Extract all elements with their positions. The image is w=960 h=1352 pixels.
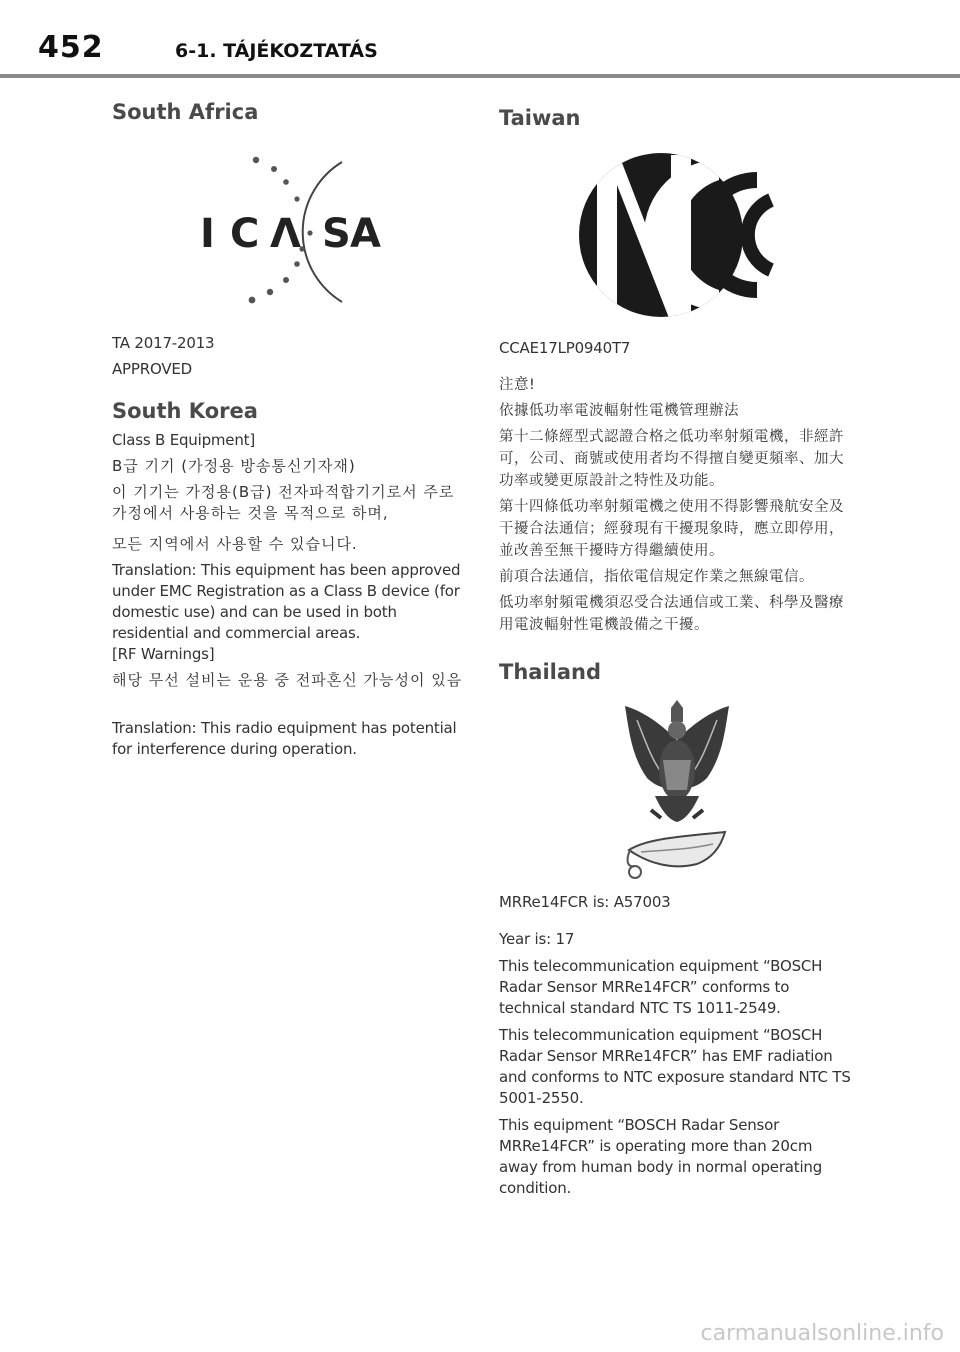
thai-garuda-emblem	[617, 700, 737, 882]
watermark: carmanualsonline.info	[700, 1321, 944, 1346]
taiwan-paragraph: 前項合法通信，指依電信規定作業之無線電信。	[499, 569, 814, 585]
approved-label: APPROVED	[112, 360, 193, 378]
rf-warnings-label: [RF Warnings]	[112, 645, 215, 663]
taiwan-paragraph: 第十二條經型式認證合格之低功率射頻電機，非經許可，公司、商號或使用者均不得擅自變更頻率、加大功率或變更原設計之特性及功能。	[499, 429, 844, 489]
thailand-paragraph: This equipment “BOSCH Radar Sensor MRRe14FCR” is operating more than 20cm away from human body in normal operating condition.	[499, 1116, 823, 1197]
ta-number: TA 2017-2013	[112, 334, 215, 352]
taiwan-heading: Taiwan	[499, 106, 581, 130]
icasa-letter-i: I	[200, 211, 215, 257]
year-line: Year is: 17	[499, 930, 575, 948]
page-number: 452	[38, 30, 104, 65]
taiwan-paragraph: 低功率射頻電機須忍受合法通信或工業、科學及醫療用電波輻射性電機設備之干擾。	[499, 595, 844, 633]
south-africa-heading: South Africa	[112, 100, 259, 124]
icasa-logo	[200, 152, 390, 312]
header-rule	[0, 74, 960, 78]
thailand-heading: Thailand	[499, 660, 601, 684]
thailand-paragraph: This telecommunication equipment “BOSCH Radar Sensor MRRe14FCR” has EMF radiation and conforms to NTC exposure standard NTC TS 5001-2550.	[499, 1026, 851, 1107]
thailand-paragraph: This telecommunication equipment “BOSCH Radar Sensor MRRe14FCR” conforms to technical standard NTC TS 1011-2549.	[499, 957, 823, 1017]
taiwan-notice: 注意!	[499, 377, 536, 393]
icasa-letter-a: A	[350, 211, 381, 257]
mrr-line: MRRe14FCR is: A57003	[499, 893, 671, 911]
icasa-letter-lambda: Λ	[270, 211, 301, 257]
icasa-letter-s: S	[322, 211, 351, 257]
icasa-letter-c: C	[230, 211, 260, 257]
korea-line: 모든 지역에서 사용할 수 있습니다.	[112, 535, 358, 553]
korea-line: 이 기기는 가정용(B급) 전자파적합기기로서 주로 가정에서 사용하는 것을 목적으로 하며,	[112, 483, 455, 522]
page-header	[0, 0, 960, 80]
korea-line: B급 기기 (가정용 방송통신기자재)	[112, 457, 356, 475]
taiwan-paragraph: 第十四條低功率射頻電機之使用不得影響飛航安全及干擾合法通信；經發現有干擾現象時，應立即停用，並改善至無干擾時方得繼續使用。	[499, 499, 844, 559]
south-korea-heading: South Korea	[112, 399, 258, 423]
korea-translation: Translation: This equipment has been approved under EMC Registration as a Class B device (for domestic use) and can be used in both residential and commercial areas.	[112, 561, 461, 642]
ncc-code: CCAE17LP0940T7	[499, 339, 631, 357]
korea-line: 해당 무선 설비는 운용 중 전파혼신 가능성이 있음	[112, 671, 463, 689]
ncc-logo	[579, 140, 779, 330]
chapter-title: 6-1. TÁJÉKOZTATÁS	[175, 40, 378, 62]
korea-line: Class B Equipment]	[112, 431, 255, 449]
korea-translation: Translation: This radio equipment has potential for interference during operation.	[112, 719, 457, 758]
taiwan-title-line: 依據低功率電波輻射性電機管理辦法	[499, 403, 739, 419]
